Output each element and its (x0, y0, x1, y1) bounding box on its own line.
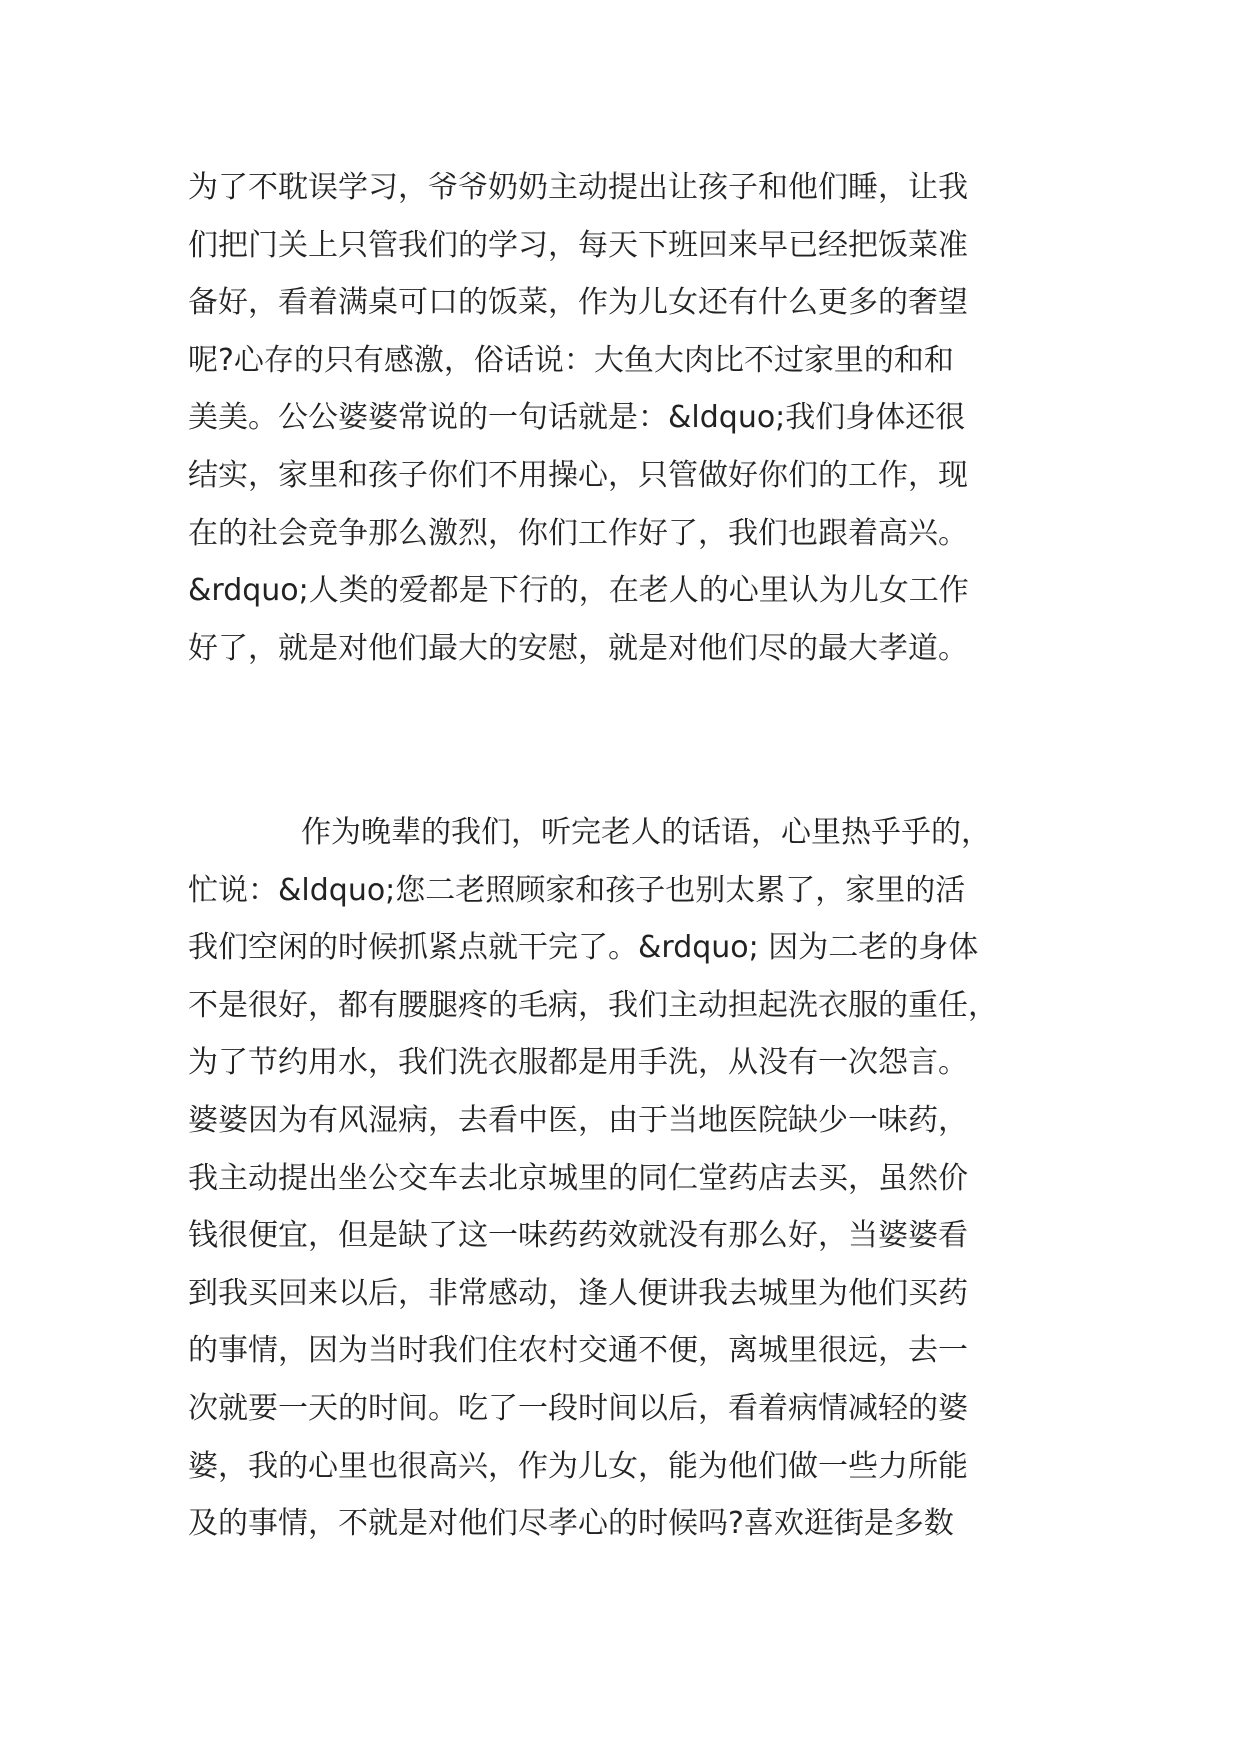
text-line: &rdquo;人类的爱都是下行的，在老人的心里认为儿女工作 (188, 573, 969, 609)
text-line: 呢?心存的只有感激，俗话说：大鱼大肉比不过家里的和和 (188, 342, 954, 378)
text-line: 为了不耽误学习，爷爷奶奶主动提出让孩子和他们睡，让我 (188, 170, 968, 205)
text-line: 婆婆因为有风湿病，去看中医，由于当地医院缺少一味药， (188, 1102, 968, 1138)
text-line: 到我买回来以后，非常感动，逢人便讲我去城里为他们买药 (188, 1275, 968, 1311)
text-line: 备好，看着满桌可口的饭菜，作为儿女还有什么更多的奢望 (188, 285, 968, 321)
text-line: 钱很便宜，但是缺了这一味药药效就没有那么好，当婆婆看 (188, 1218, 968, 1254)
text-line: 不是很好，都有腰腿疼的毛病，我们主动担起洗衣服的重任， (188, 987, 998, 1023)
text-line: 我主动提出坐公交车去北京城里的同仁堂药店去买，虽然价 (188, 1160, 968, 1196)
paragraph-1 (188, 159, 1068, 677)
text-line: 忙说：&ldquo;您二老照顾家和孩子也别太累了，家里的活 (188, 872, 966, 908)
text-line: 们把门关上只管我们的学习，每天下班回来早已经把饭菜准 (188, 227, 968, 263)
text-line: 结实，家里和孩子你们不用操心，只管做好你们的工作，现 (188, 457, 968, 493)
text-line: 及的事情，不就是对他们尽孝心的时候吗?喜欢逛街是多数 (188, 1506, 954, 1542)
paragraph-2 (188, 804, 1068, 1553)
text-line: 婆，我的心里也很高兴，作为儿女，能为他们做一些力所能 (188, 1448, 968, 1484)
text-line: 好了，就是对他们最大的安慰，就是对他们尽的最大孝道。 (188, 630, 968, 666)
text-line: 次就要一天的时间。吃了一段时间以后，看着病情减轻的婆 (188, 1390, 968, 1426)
text-line: 的事情，因为当时我们住农村交通不便，离城里很远，去一 (188, 1333, 968, 1369)
text-line: 我们空闲的时候抓紧点就干完了。&rdquo; 因为二老的身体 (188, 930, 979, 966)
text-line: 美美。公公婆婆常说的一句话就是：&ldquo;我们身体还很 (188, 400, 966, 436)
text-line: 为了节约用水，我们洗衣服都是用手洗，从没有一次怨言。 (188, 1045, 968, 1081)
text-line: 在的社会竞争那么激烈，你们工作好了，我们也跟着高兴。 (188, 515, 968, 551)
text-line-indented: 作为晚辈的我们，听完老人的话语，心里热乎乎的， (301, 815, 991, 850)
